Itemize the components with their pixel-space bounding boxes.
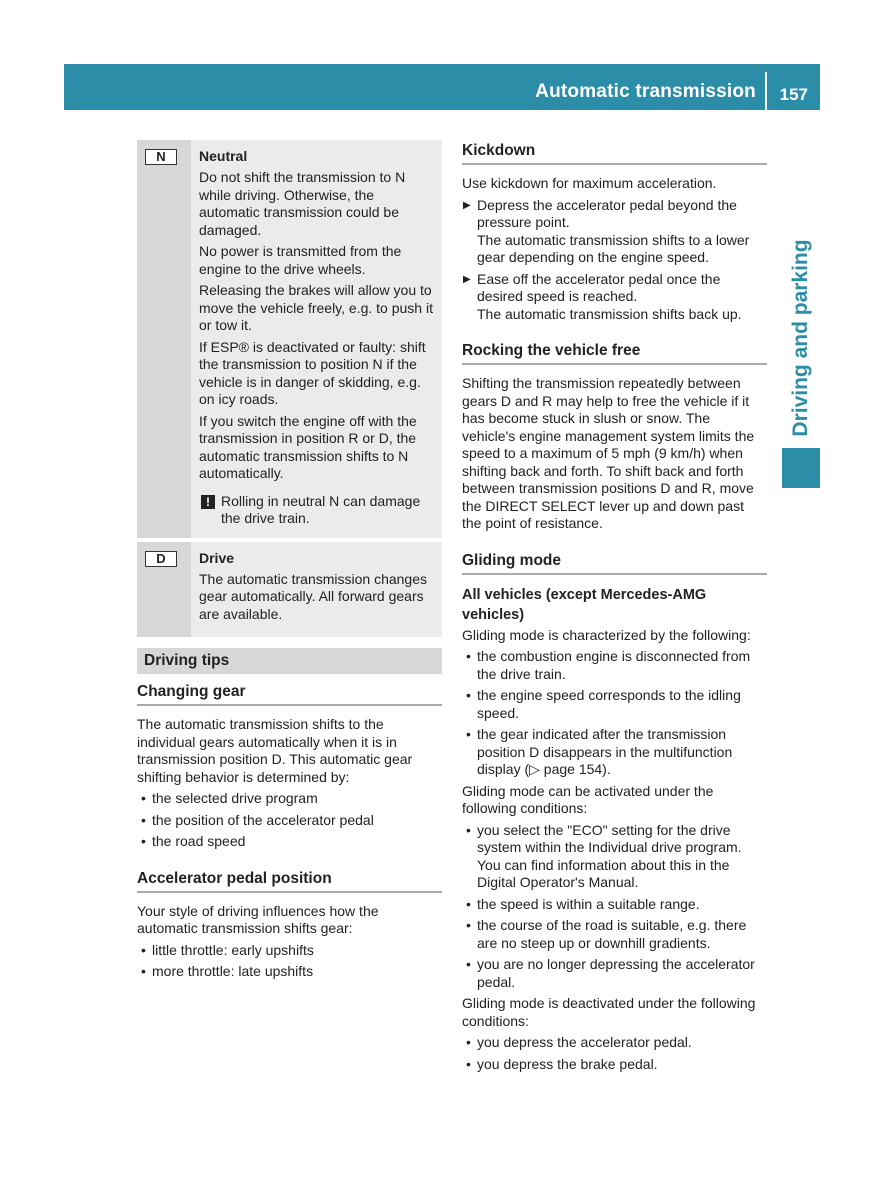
right-column	[462, 141, 767, 1077]
list-item: • the course of the road is suitable, e.g. there are no steep up or downhill gradients.	[462, 917, 767, 952]
list-item: • the combustion engine is disconnected from the drive train.	[462, 648, 767, 683]
list-item: • you depress the brake pedal.	[462, 1056, 767, 1074]
left-column	[137, 648, 442, 985]
section-bar: Driving tips	[137, 648, 442, 674]
sub-heading: All vehicles (except Mercedes-AMG vehicles)	[462, 586, 707, 623]
paragraph: The automatic transmission shifts to the individual gears automatically when it is in transmission position D. This automatic gear shifting behavior is determined by:	[137, 716, 413, 785]
step-result: The automatic transmission shifts back up.	[477, 305, 742, 322]
section-heading: Kickdown	[462, 141, 767, 165]
gear-description-cell	[191, 140, 442, 538]
gear-n-symbol: N	[145, 149, 177, 165]
gear-d-symbol: D	[145, 551, 177, 567]
list-item: • the position of the accelerator pedal	[137, 812, 442, 830]
list-item: • the selected drive program	[137, 790, 442, 808]
warning-icon: !	[201, 495, 215, 509]
table-row	[137, 140, 442, 538]
list-item: • the gear indicated after the transmission position D disappears in the multifunction display (▷ page 154).	[462, 726, 767, 779]
row-paragraph: If ESP® is deactivated or faulty: shift the transmission to position N if the vehicle is in danger of skidding, e.g. on icy roads.	[199, 338, 426, 407]
instruction-step	[462, 197, 767, 267]
section-heading: Rocking the vehicle free	[462, 341, 767, 365]
step-result: The automatic transmission shifts to a lower gear depending on the engine speed.	[477, 231, 750, 265]
list-item: • the engine speed corresponds to the idling speed.	[462, 687, 767, 722]
row-paragraph: If you switch the engine off with the transmission in position R or D, the automatic transmission shifts to N automatically.	[199, 412, 417, 481]
section-heading: Accelerator pedal position	[137, 869, 442, 893]
section-heading: Gliding mode	[462, 551, 767, 575]
paragraph: Gliding mode is characterized by the following:	[462, 626, 751, 643]
list-item: • little throttle: early upshifts	[137, 942, 442, 960]
paragraph: Your style of driving influences how the automatic transmission shifts gear:	[137, 902, 379, 936]
row-heading: Drive	[199, 549, 235, 566]
page-title: Automatic transmission	[535, 81, 756, 102]
table-row	[137, 542, 442, 638]
row-heading: Neutral	[199, 148, 248, 164]
header-divider	[765, 72, 767, 110]
gear-position-table	[137, 140, 442, 637]
instruction-step	[462, 271, 767, 324]
warning-text: Rolling in neutral N can damage the drive train.	[221, 492, 421, 526]
gear-key-cell	[137, 542, 191, 638]
list-item: • the speed is within a suitable range.	[462, 896, 767, 914]
section-heading: Changing gear	[137, 682, 442, 706]
row-paragraph: Releasing the brakes will allow you to move the vehicle freely, e.g. to push it or tow it.	[199, 282, 433, 333]
list-item: • you are no longer depressing the accelerator pedal.	[462, 956, 767, 991]
page-number: 157	[779, 85, 808, 104]
row-paragraph: Do not shift the transmission to N while driving. Otherwise, the automatic transmission could be damaged.	[199, 169, 406, 238]
side-tab-label: Driving and parking	[789, 239, 812, 437]
row-paragraph: The automatic transmission changes gear automatically. All forward gears are available.	[199, 570, 427, 622]
paragraph: Use kickdown for maximum acceleration.	[462, 175, 717, 191]
gear-description-cell	[191, 542, 442, 638]
list-item: • more throttle: late upshifts	[137, 963, 442, 981]
paragraph: Gliding mode can be activated under the following conditions:	[462, 782, 714, 816]
row-paragraph: No power is transmitted from the engine to the drive wheels.	[199, 243, 402, 277]
paragraph: Shifting the transmission repeatedly between gears D and R may help to free the vehicle if it has become stuck in slush or snow. The vehicle's engine management system limits the speed to a maximum of 5 mph (9 km/h) when shifting back and forth. To shift back and forth between transmission positions D and R, move the DIRECT SELECT lever up and down past the point of resistance.	[462, 375, 755, 531]
damage-warning	[199, 493, 438, 528]
paragraph: Gliding mode is deactivated under the following conditions:	[462, 995, 756, 1029]
page-header	[64, 64, 820, 110]
list-item: • you depress the accelerator pedal.	[462, 1034, 767, 1052]
gear-key-cell	[137, 140, 191, 538]
side-tab-marker	[782, 448, 820, 488]
step-action: ▶ Depress the accelerator pedal beyond the pressure point.	[477, 196, 737, 230]
list-item: • you select the "ECO" setting for the drive system within the Individual drive program. You can find information about this in the Digital Operator's Manual.	[462, 822, 767, 892]
step-action: ▶ Ease off the accelerator pedal once the desired speed is reached.	[477, 270, 721, 304]
list-item: • the road speed	[137, 833, 442, 851]
